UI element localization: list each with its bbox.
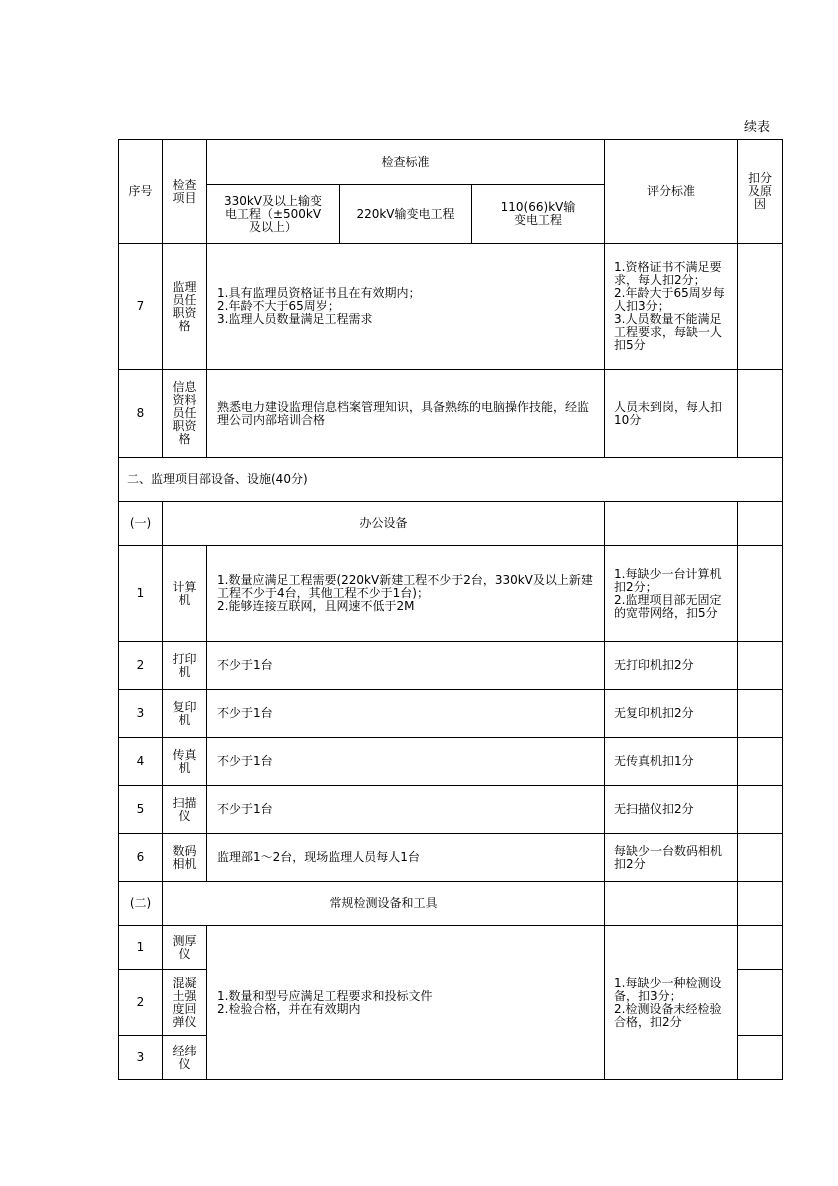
- camera-standard: 监理部1～2台，现场监理人员每人1台: [207, 834, 605, 882]
- copier-deduction: [738, 690, 783, 738]
- rebound-hammer-item: 混凝土强度回弹仪: [163, 970, 207, 1036]
- copier-item: 复印机: [163, 690, 207, 738]
- group2-deduction: [738, 882, 783, 926]
- header-deduction: 扣分及原因: [738, 140, 783, 244]
- fax-standard: 不少于1台: [207, 738, 605, 786]
- scanner-deduction: [738, 786, 783, 834]
- scanner-item: 扫描仪: [163, 786, 207, 834]
- group1-scoring: [605, 502, 738, 546]
- group2-seq: (二): [119, 882, 163, 926]
- computer-deduction: [738, 546, 783, 642]
- row8-deduction: [738, 370, 783, 458]
- section2-title: 二、监理项目部设备、设施(40分): [119, 458, 783, 502]
- group1-deduction: [738, 502, 783, 546]
- group2-title: 常规检测设备和工具: [163, 882, 605, 926]
- header-seq: 序号: [119, 140, 163, 244]
- computer-seq: 1: [119, 546, 163, 642]
- header-item: 检查项目: [163, 140, 207, 244]
- copier-standard: 不少于1台: [207, 690, 605, 738]
- computer-scoring: 1.每缺少一台计算机扣2分； 2.监理项目部无固定的宽带网络，扣5分: [605, 546, 738, 642]
- printer-deduction: [738, 642, 783, 690]
- scanner-scoring: 无扫描仪扣2分: [605, 786, 738, 834]
- inspection-table: [118, 139, 783, 1080]
- group2-scoring: 1.每缺少一种检测设备，扣3分； 2.检测设备未经检验合格，扣2分: [605, 926, 738, 1080]
- fax-item: 传真机: [163, 738, 207, 786]
- header-scoring: 评分标准: [605, 140, 738, 244]
- rebound-hammer-seq: 2: [119, 970, 163, 1036]
- group2-standard: 1.数量和型号应满足工程要求和投标文件 2.检验合格，并在有效期内: [207, 926, 605, 1080]
- camera-item: 数码相机: [163, 834, 207, 882]
- fax-deduction: [738, 738, 783, 786]
- camera-deduction: [738, 834, 783, 882]
- header-standard: 检查标准: [207, 140, 605, 185]
- scanner-standard: 不少于1台: [207, 786, 605, 834]
- row8-item: 信息资料员任职资格: [163, 370, 207, 458]
- row8-scoring: 人员未到岗，每人扣10分: [605, 370, 738, 458]
- thickness-gauge-seq: 1: [119, 926, 163, 970]
- theodolite-deduction: [738, 1036, 783, 1080]
- row7-item: 监理员任职资格: [163, 244, 207, 370]
- group2-scoring-blank: [605, 882, 738, 926]
- fax-seq: 4: [119, 738, 163, 786]
- scanner-seq: 5: [119, 786, 163, 834]
- printer-scoring: 无打印机扣2分: [605, 642, 738, 690]
- header-std-330: 330kV及以上输变电工程（±500kV及以上）: [207, 185, 340, 244]
- printer-seq: 2: [119, 642, 163, 690]
- fax-scoring: 无传真机扣1分: [605, 738, 738, 786]
- group1-title: 办公设备: [163, 502, 605, 546]
- printer-item: 打印机: [163, 642, 207, 690]
- computer-standard: 1.数量应满足工程需要(220kV新建工程不少于2台，330kV及以上新建工程不少于4台，其他工程不少于1台)； 2.能够连接互联网，且网速不低于2M: [207, 546, 605, 642]
- computer-item: 计算机: [163, 546, 207, 642]
- theodolite-seq: 3: [119, 1036, 163, 1080]
- thickness-gauge-deduction: [738, 926, 783, 970]
- camera-scoring: 每缺少一台数码相机扣2分: [605, 834, 738, 882]
- camera-seq: 6: [119, 834, 163, 882]
- header-std-220: 220kV输变电工程: [340, 185, 472, 244]
- group1-seq: (一): [119, 502, 163, 546]
- copier-scoring: 无复印机扣2分: [605, 690, 738, 738]
- thickness-gauge-item: 测厚仪: [163, 926, 207, 970]
- row7-standard: 1.具有监理员资格证书且在有效期内； 2.年龄不大于65周岁； 3.监理人员数量满足工程需求: [207, 244, 605, 370]
- row7-scoring: 1.资格证书不满足要求，每人扣2分； 2.年龄大于65周岁每人扣3分； 3.人员数量不能满足工程要求，每缺一人扣5分: [605, 244, 738, 370]
- header-std-110: 110(66)kV输变电工程: [472, 185, 605, 244]
- row8-seq: 8: [119, 370, 163, 458]
- printer-standard: 不少于1台: [207, 642, 605, 690]
- rebound-hammer-deduction: [738, 970, 783, 1036]
- row7-deduction: [738, 244, 783, 370]
- copier-seq: 3: [119, 690, 163, 738]
- row8-standard: 熟悉电力建设监理信息档案管理知识，具备熟练的电脑操作技能，经监理公司内部培训合格: [207, 370, 605, 458]
- row7-seq: 7: [119, 244, 163, 370]
- theodolite-item: 经纬仪: [163, 1036, 207, 1080]
- continuation-label: 续表: [744, 120, 771, 135]
